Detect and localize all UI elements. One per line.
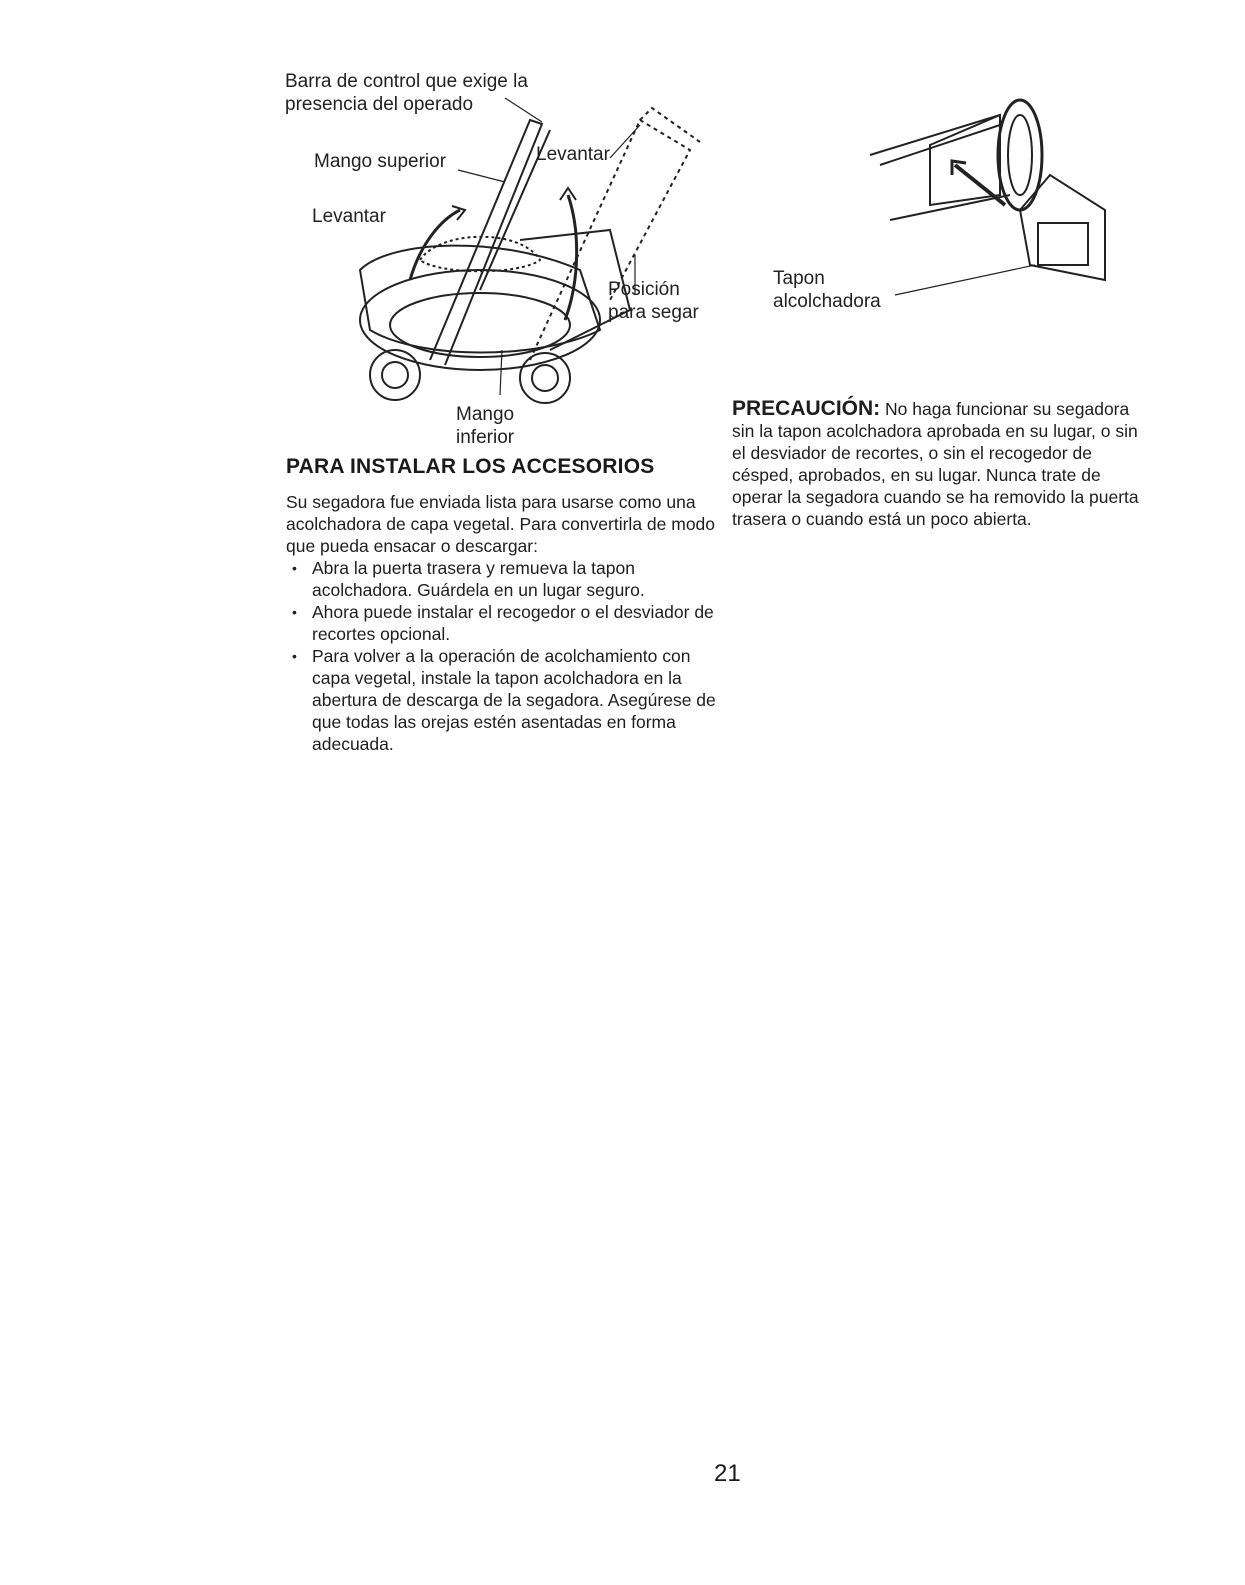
instruction-list	[286, 557, 726, 755]
caution-text: No haga funcionar su segadora sin la tapon acolchadora aprobada en su lugar, o sin el desviador de recortes, o sin el recogedor de césped, aprobados, en su lugar. Nunca trate de operar la segadora cuando se ha removido la puerta trasera o cuando está un poco abierta.	[732, 399, 1139, 529]
label-mango-inferior: Mango inferior	[456, 404, 515, 448]
label-mango-superior: Mango superior	[314, 151, 447, 172]
page-number: 21	[714, 1460, 741, 1487]
list-item: • Para volver a la operación de acolchamiento con capa vegetal, instale la tapon acolchadora en la abertura de descarga de la segadora. Asegúrese de que todas las orejas estén asentadas en forma adecuada.	[286, 645, 726, 755]
label-levantar-top: Levantar	[536, 144, 610, 165]
mower-figure	[280, 60, 740, 460]
caution-block	[732, 398, 1152, 530]
mower-illustration	[280, 60, 740, 460]
list-item: • Abra la puerta trasera y remueva la tapon acolchadora. Guárdela en un lugar seguro.	[286, 557, 726, 601]
section-instalar-accesorios	[286, 455, 726, 755]
label-levantar-left: Levantar	[312, 206, 386, 227]
section-intro: Su segadora fue enviada lista para usarse como una acolchadora de capa vegetal. Para convertirla de modo que pueda ensacar o descargar:	[286, 492, 716, 556]
list-item: • Ahora puede instalar el recogedor o el desviador de recortes opcional.	[286, 601, 726, 645]
label-posicion-segar: Posición para segar	[608, 279, 699, 323]
mulch-plug-illustration	[860, 95, 1120, 310]
label-tapon-alcolchadora: Tapon alcolchadora	[773, 268, 881, 312]
label-barra-control: Barra de control que exige la presencia del operado	[285, 71, 528, 115]
caution-label: PRECAUCIÓN:	[732, 397, 881, 420]
mulch-plug-figure	[860, 95, 1120, 310]
section-heading: PARA INSTALAR LOS ACCESORIOS	[286, 455, 655, 478]
